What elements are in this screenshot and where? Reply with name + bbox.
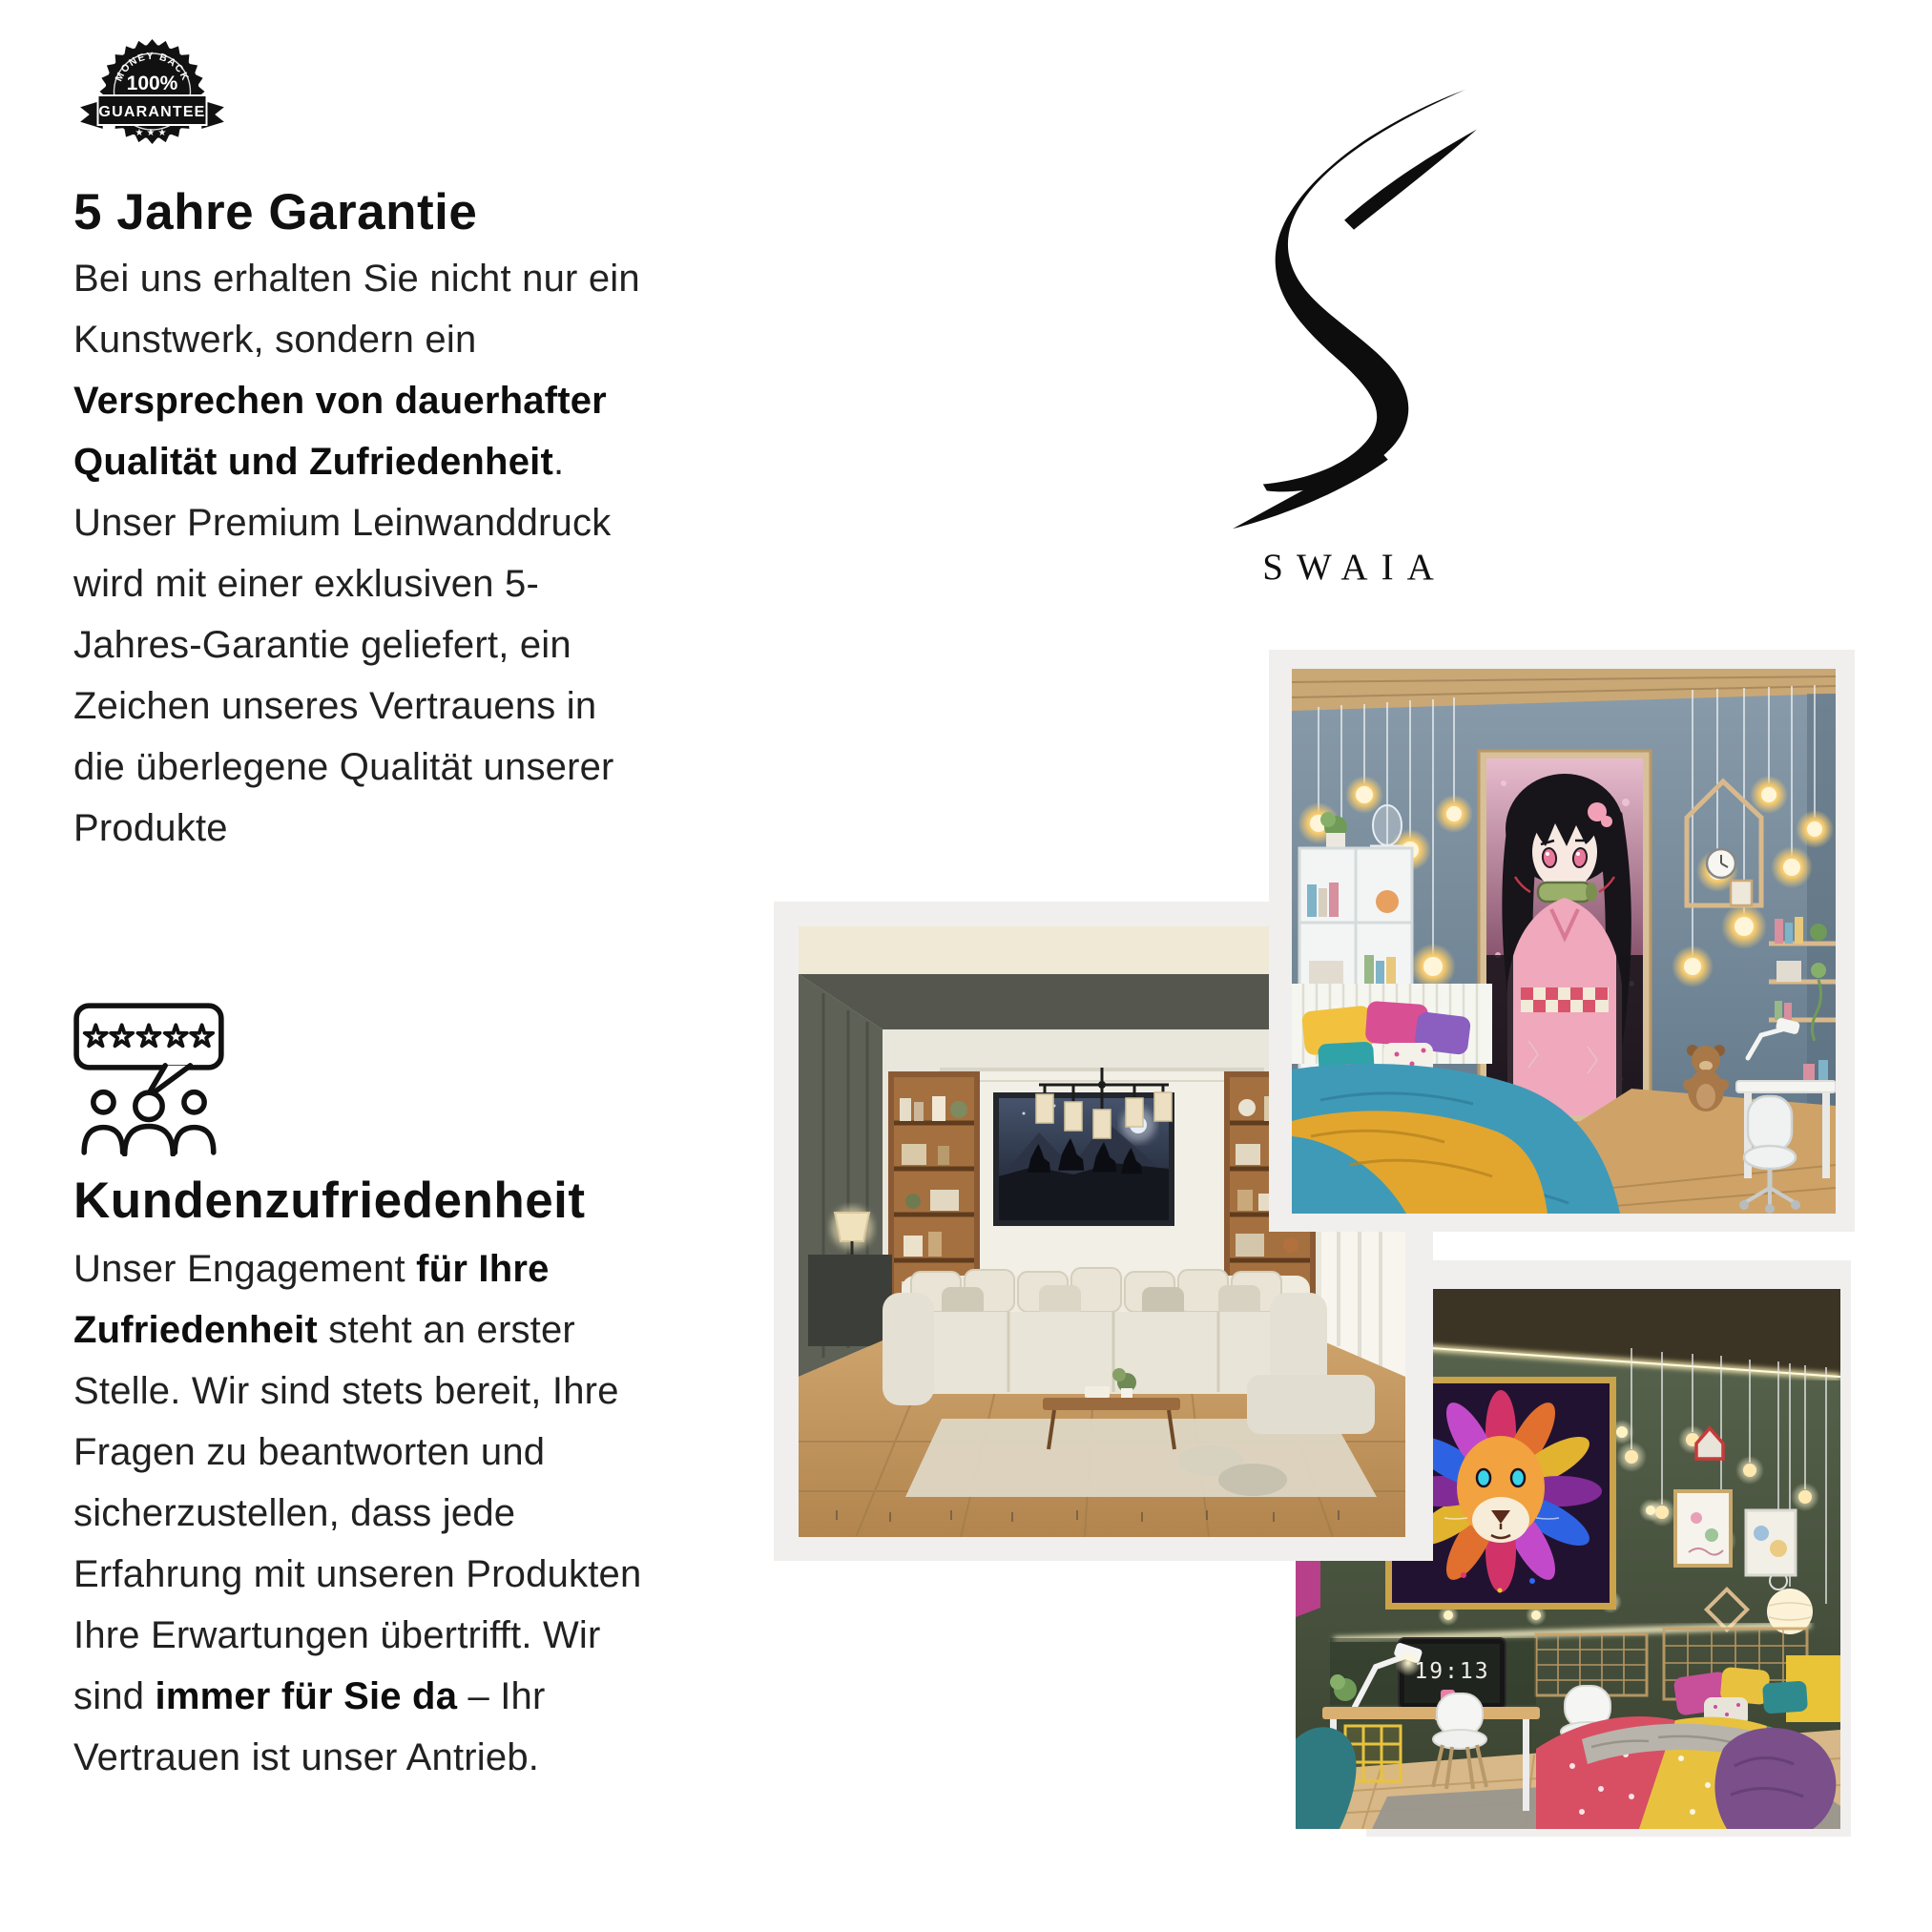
- floor-cushion: [1218, 1464, 1287, 1496]
- text-segment: – Ihr Vertrauen ist unser Antrieb.: [73, 1675, 546, 1778]
- text-segment: Unser Engagement: [73, 1248, 417, 1290]
- wolves-canvas: [993, 1092, 1174, 1226]
- kids-room-photo: [1292, 669, 1836, 1214]
- checkered-obi: [1521, 987, 1609, 1012]
- guarantee-paragraph: [73, 248, 640, 859]
- desk-top: [1322, 1707, 1540, 1719]
- badge-ribbon: [79, 95, 226, 130]
- people-group: [84, 1092, 214, 1154]
- guarantee-heading: 5 Jahre Garantie: [73, 184, 478, 240]
- satisfaction-paragraph: [73, 1238, 650, 1788]
- badge-ribbon-text: GUARANTEE: [98, 104, 206, 120]
- anime-canvas: [1479, 751, 1651, 1123]
- text-segment-bold: Versprechen von dauerhafter Qualität und Zufriedenheit: [73, 380, 607, 483]
- money-back-badge-icon: [69, 38, 236, 156]
- text-segment: . Unser Premium Leinwanddruck wird mit einer exklusiven 5-Jahres-Garantie geliefert, ein Zeichen unseres Vertrauens in die überlegene Qualität unserer Produkte: [73, 441, 614, 849]
- text-segment-bold: für Ihre Zufriedenheit: [73, 1248, 550, 1351]
- badge-value-text: 100%: [126, 73, 178, 94]
- badge-arc-text: MONEY BACK: [113, 50, 192, 84]
- text-segment: steht an erster Stelle. Wir sind stets bereit, Ihre Fragen zu beantworten und sicherzustellen, dass jede Erfahrung mit unseren Produkten Ihre Erwartungen übertrifft. Wir sind: [73, 1309, 642, 1717]
- swaia-wordmark: SWAIA: [1262, 547, 1447, 588]
- satisfaction-heading: Kundenzufriedenheit: [73, 1173, 586, 1229]
- text-segment: Bei uns erhalten Sie nicht nur ein Kunstwerk, sondern ein: [73, 258, 640, 361]
- badge-stars: ★★★: [135, 128, 170, 138]
- swaia-logo-icon: [1223, 84, 1486, 538]
- customer-reviews-icon: [69, 1000, 233, 1156]
- text-segment-bold: immer für Sie da: [155, 1675, 458, 1717]
- monitor-clock: 19:13: [1414, 1659, 1490, 1684]
